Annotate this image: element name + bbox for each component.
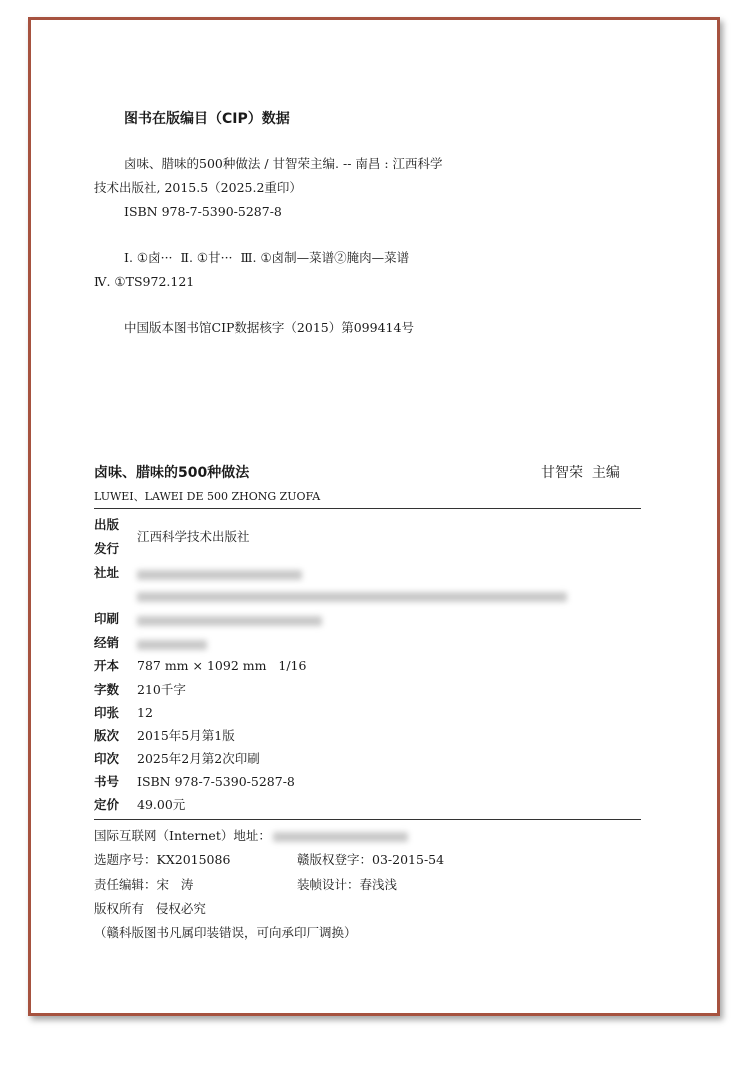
label-printer: 印刷 [94, 611, 120, 626]
label-format: 开本 [94, 658, 120, 673]
address-redacted [137, 570, 302, 580]
responsible-editor: 责任编辑：宋 涛 [94, 877, 194, 892]
cip-isbn: ISBN 978-7-5390-5287-8 [124, 204, 282, 219]
copyright-registration: 赣版权登字：03-2015-54 [297, 852, 445, 867]
edition-value: 2015年5月第1版 [137, 728, 235, 743]
printer-redacted [137, 616, 322, 626]
publisher-name: 江西科学技术出版社 [137, 529, 250, 544]
price-value: 49.00元 [137, 797, 186, 812]
printing-value: 2025年2月第2次印刷 [137, 751, 260, 766]
label-price: 定价 [94, 797, 120, 812]
cip-line-2: 技术出版社, 2015.5（2025.2重印） [94, 180, 302, 195]
divider-bottom [94, 819, 641, 820]
internet-address-label: 国际互联网（Internet）地址： [94, 828, 271, 843]
label-faxing: 发行 [94, 541, 120, 556]
rights-reserved: 版权所有 侵权必究 [94, 901, 206, 916]
label-sheets: 印张 [94, 705, 120, 720]
label-words: 字数 [94, 682, 120, 697]
contact-redacted [137, 592, 567, 602]
page-frame [28, 17, 720, 1016]
book-pinyin-title: LUWEI、LAWEI DE 500 ZHONG ZUOFA [94, 490, 321, 503]
book-editor: 甘智荣 主编 [541, 465, 620, 481]
divider-top [94, 508, 641, 509]
cip-record-number: 中国版本图书馆CIP数据核字（2015）第099414号 [124, 320, 414, 335]
label-edition: 版次 [94, 728, 120, 743]
cover-designer: 装帧设计：春浅浅 [297, 877, 398, 892]
topic-number: 选题序号：KX2015086 [94, 852, 231, 867]
format-value: 787 mm × 1092 mm 1/16 [137, 658, 307, 673]
book-title: 卤味、腊味的500种做法 [94, 465, 250, 481]
replacement-notice: （赣科版图书凡属印装错误，可向承印厂调换） [94, 925, 357, 940]
words-value: 210千字 [137, 682, 186, 697]
distributor-redacted [137, 640, 207, 650]
label-isbn: 书号 [94, 774, 120, 789]
label-distributor: 经销 [94, 635, 120, 650]
cip-line-1: 卤味、腊味的500种做法 / 甘智荣主编. -- 南昌 : 江西科学 [124, 156, 443, 171]
sheets-value: 12 [137, 705, 153, 720]
label-chuban: 出版 [94, 517, 120, 532]
isbn-value: ISBN 978-7-5390-5287-8 [137, 774, 295, 789]
cip-classification-2: Ⅳ. ①TS972.121 [94, 274, 195, 289]
url-redacted [273, 832, 408, 842]
label-address: 社址 [94, 565, 120, 580]
cip-heading: 图书在版编目（CIP）数据 [124, 111, 290, 127]
cip-classification-1: Ⅰ. ①卤··· Ⅱ. ①甘··· Ⅲ. ①卤制—菜谱②腌肉—菜谱 [124, 250, 410, 265]
label-printing: 印次 [94, 751, 120, 766]
